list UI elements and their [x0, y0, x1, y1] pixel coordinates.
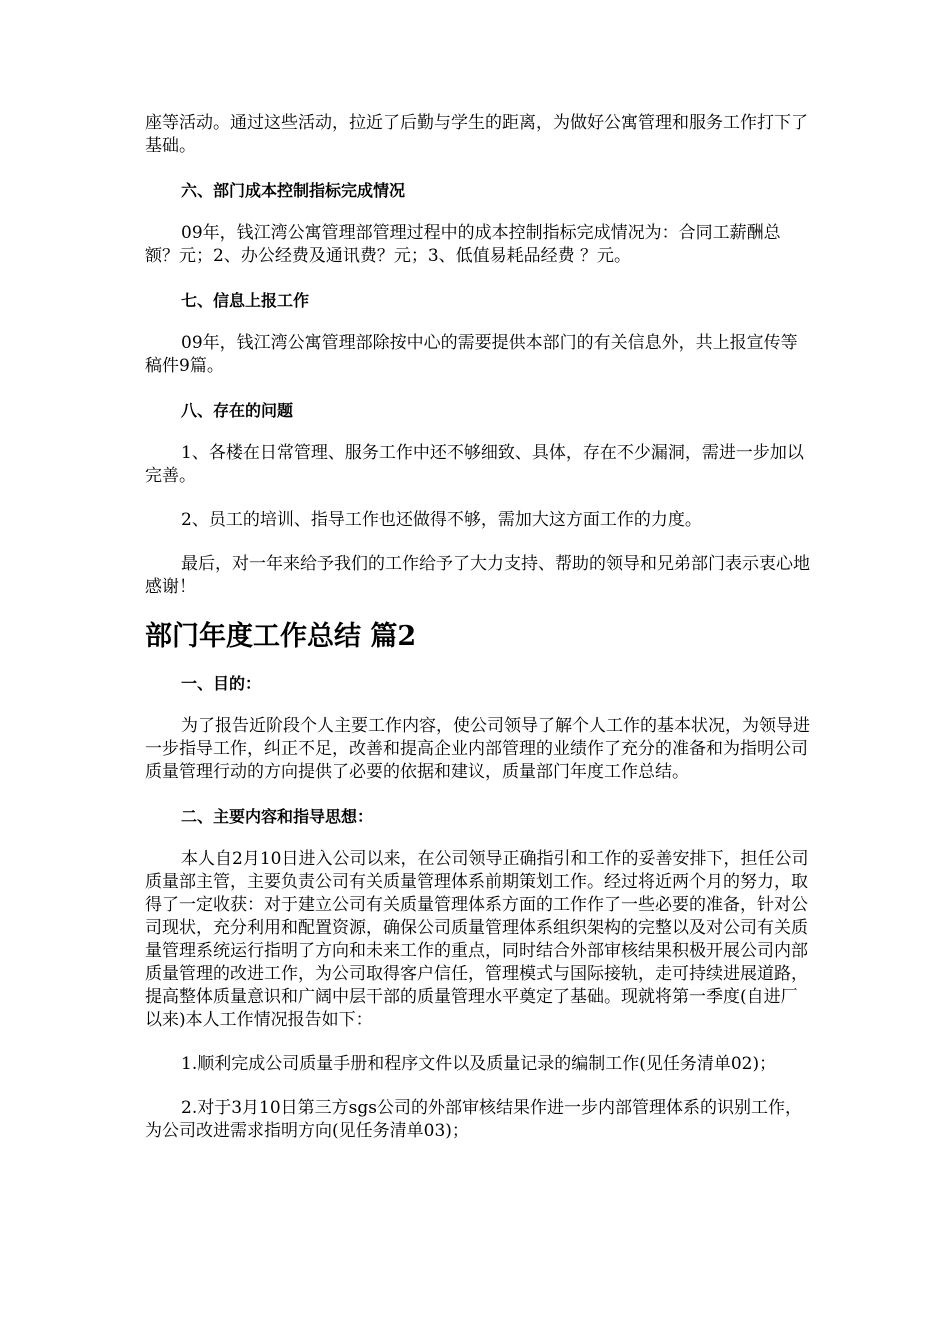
paragraph-purpose: 为了报告近阶段个人主要工作内容，使公司领导了解个人工作的基本状况，为领导进一步指导工作，纠正不足，改善和提高企业内部管理的业绩作了充分的准备和为指明公司质量管理行动的方向提供了必要的依据和建议，质量部门年度工作总结。	[145, 716, 810, 782]
paragraph-info-report: 09年，钱江湾公寓管理部除按中心的需要提供本部门的有关信息外，共上报宣传等稿件9篇。	[145, 333, 798, 376]
list-item-1: 1.顺利完成公司质量手册和程序文件以及质量记录的编制工作(见任务清单02)；	[181, 1054, 777, 1074]
heading-info-report: 七、信息上报工作	[181, 291, 310, 310]
paragraph-thanks: 最后，对一年来给予我们的工作给予了大力支持、帮助的领导和兄弟部门表示衷心地感谢！	[145, 554, 810, 597]
document-page	[145, 112, 810, 1164]
paragraph-problem-2: 2、员工的培训、指导工作也还做得不够，需加大这方面工作的力度。	[181, 510, 702, 530]
section-title: 部门年度工作总结 篇2	[145, 621, 417, 652]
heading-problems: 八、存在的问题	[181, 401, 294, 420]
heading-main-content: 二、主要内容和指导思想：	[181, 807, 374, 826]
heading-cost-control: 六、部门成本控制指标完成情况	[181, 181, 406, 200]
paragraph-cost-control: 09年，钱江湾公寓管理部管理过程中的成本控制指标完成情况为：合同工薪酬总额？元；2、办公经费及通讯费？元；3、低值易耗品经费 ？元。	[145, 223, 781, 266]
continuation-paragraph: 座等活动。通过这些活动，拉近了后勤与学生的距离，为做好公寓管理和服务工作打下了基础。	[145, 113, 808, 156]
heading-purpose: 一、目的：	[181, 674, 262, 693]
list-item-2: 2.对于3月10日第三方sgs公司的外部审核结果作进一步内部管理体系的识别工作，为公司改进需求指明方向(见任务清单03)；	[145, 1098, 802, 1141]
paragraph-main-content: 本人自2月10日进入公司以来，在公司领导正确指引和工作的妥善安排下，担任公司质量部主管，主要负责公司有关质量管理体系前期策划工作。经过将近两个月的努力，取得了一定收获：对于建立公司有关质量管理体系方面的工作作了一些必要的准备，针对公司现状，充分利用和配置资源，确保公司质量管理体系组织架构的完整以及对公司有关质量管理系统运行指明了方向和未来工作的重点，同时结合外部审核结果积极开展公司内部质量管理的改进工作，为公司取得客户信任，管理模式与国际接轨，走可持续进展道路，提高整体质量意识和广阔中层干部的质量管理水平奠定了基础。现就将第一季度(自进厂以来)本人工作情况报告如下：	[145, 849, 809, 1030]
paragraph-problem-1: 1、各楼在日常管理、服务工作中还不够细致、具体，存在不少漏洞，需进一步加以完善。	[145, 443, 804, 486]
